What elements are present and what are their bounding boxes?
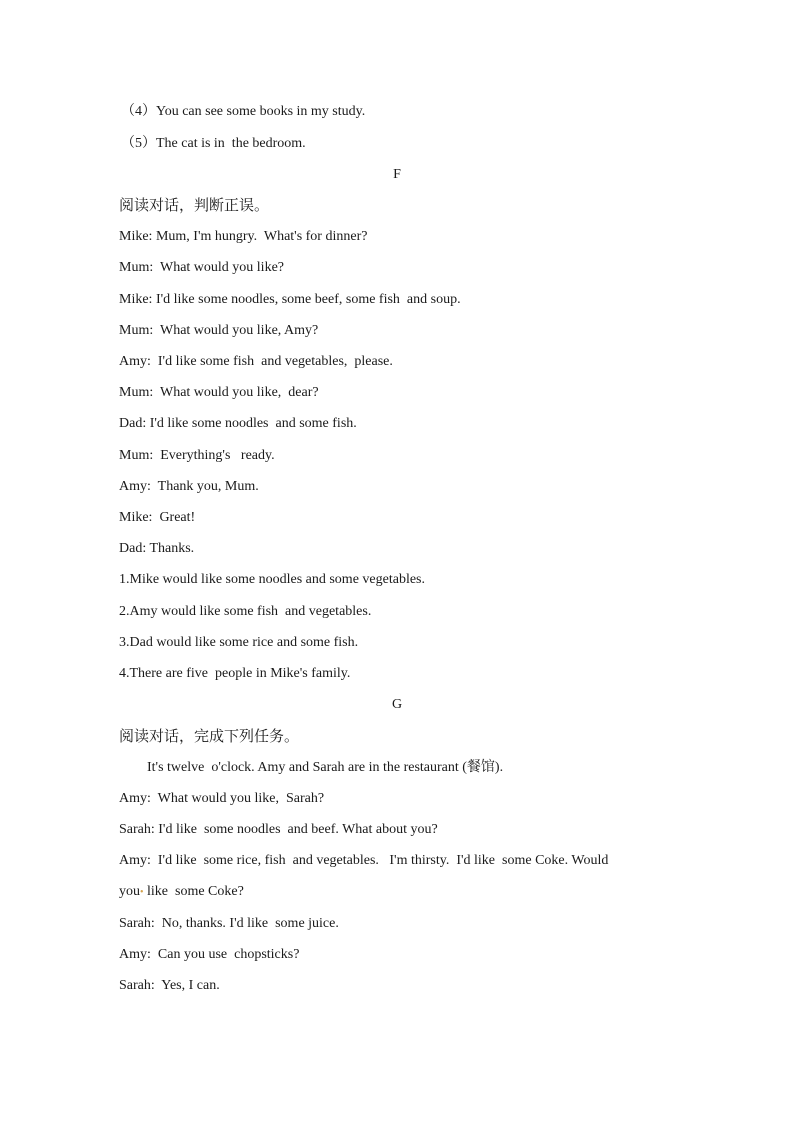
dialogue-line: Dad: Thanks.: [119, 541, 195, 556]
section-f-instruction: 阅读对话，判断正误。: [119, 196, 270, 214]
mark-dot: •: [140, 887, 144, 898]
exercise-item-5: （5）The cat is in the bedroom.: [121, 136, 306, 151]
dialogue-line: Mum: Everything's ready.: [119, 448, 275, 463]
statement-2: 2.Amy would like some fish and vegetables.: [119, 604, 372, 619]
dialogue-fragment: like some Coke?: [143, 884, 244, 899]
dialogue-line: Sarah: Yes, I can.: [119, 978, 220, 993]
dialogue-line: Mike: I'd like some noodles, some beef, some fish and soup.: [119, 292, 461, 307]
dialogue-line: Mike: Great!: [119, 510, 196, 525]
exercise-item-4: （4）You can see some books in my study.: [121, 104, 366, 119]
dialogue-line: Amy: What would you like, Sarah?: [119, 791, 325, 806]
dialogue-line: Mum: What would you like, dear?: [119, 385, 319, 400]
section-heading-f: F: [393, 167, 401, 182]
dialogue-line: Amy: Can you use chopsticks?: [119, 947, 300, 962]
statement-3: 3.Dad would like some rice and some fish.: [119, 635, 359, 650]
dialogue-line: Dad: I'd like some noodles and some fish.: [119, 416, 357, 431]
dialogue-line: Amy: I'd like some rice, fish and vegetables. I'm thirsty. I'd like some Coke. Would: [119, 853, 609, 868]
dialogue-line: Sarah: No, thanks. I'd like some juice.: [119, 916, 339, 931]
section-g-instruction: 阅读对话，完成下列任务。: [119, 727, 300, 745]
dialogue-line: Sarah: I'd like some noodles and beef. What about you?: [119, 822, 438, 837]
dialogue-fragment: you: [119, 884, 140, 899]
statement-4: 4.There are five people in Mike's family.: [119, 666, 351, 681]
dialogue-line: Amy: I'd like some fish and vegetables, please.: [119, 354, 393, 369]
dialogue-line: Mum: What would you like, Amy?: [119, 323, 319, 338]
section-heading-g: G: [391, 697, 403, 712]
dialogue-line: Amy: Thank you, Mum.: [119, 479, 259, 494]
section-g-intro: It's twelve o'clock. Amy and Sarah are in the restaurant (餐馆).: [147, 760, 504, 775]
statement-1: 1.Mike would like some noodles and some vegetables.: [119, 572, 425, 587]
dialogue-line: Mike: Mum, I'm hungry. What's for dinner?: [119, 229, 368, 244]
dialogue-line: Mum: What would you like?: [119, 260, 284, 275]
dialogue-line-wrapped: [119, 883, 244, 902]
